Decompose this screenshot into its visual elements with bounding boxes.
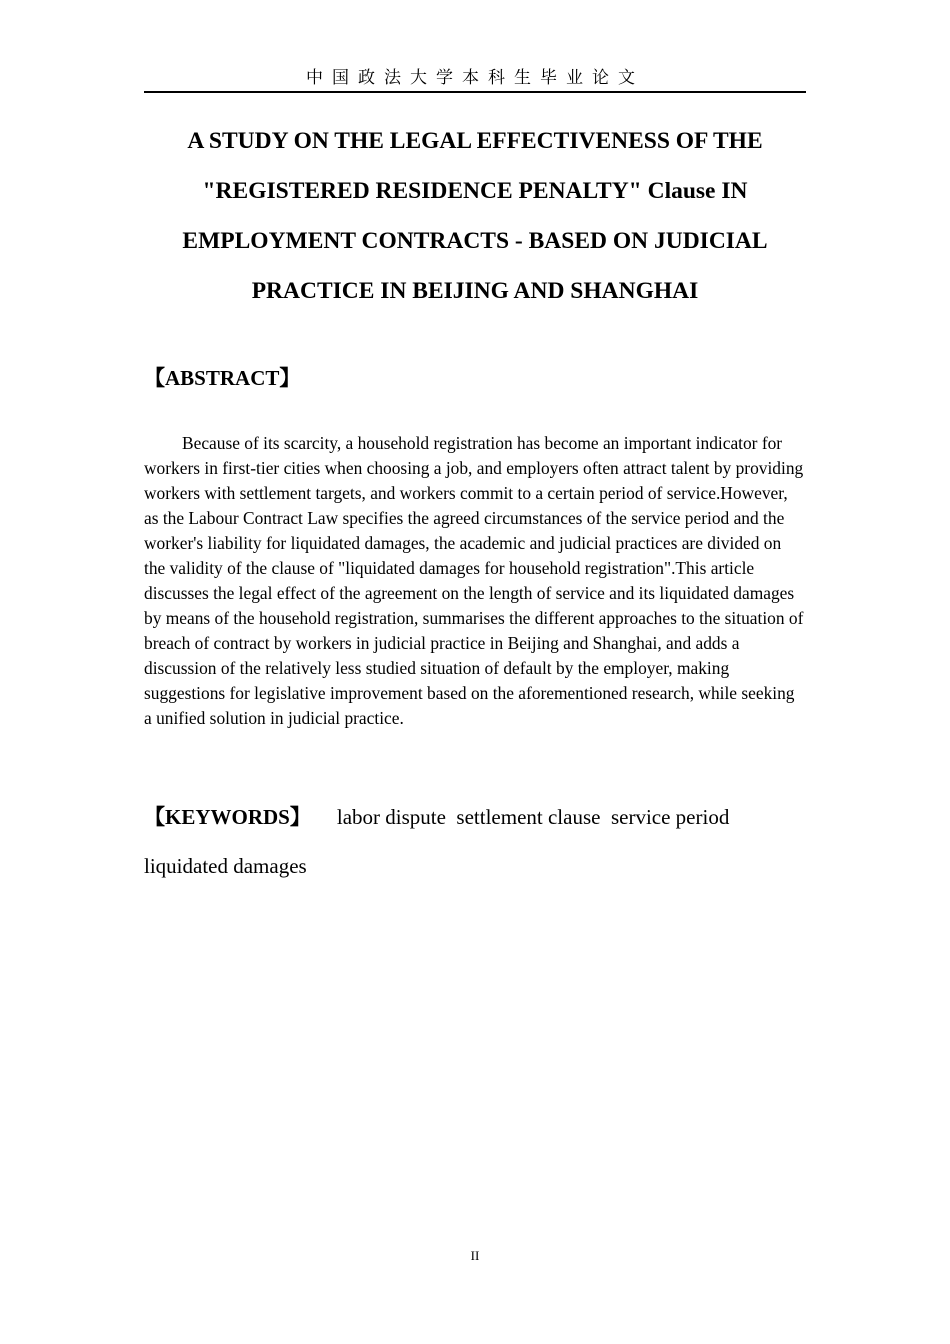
abstract-body: Because of its scarcity, a household registration has become an important indicator for workers in first-tier cities when choosing a job, and employers often attract talent by providing workers with settlement targets, and workers commit to a certain period of service.However, as the Labour Contract Law specifies the agreed circumstances of the service period and the worker's liability for liquidated damages, the academic and judicial practices are divided on the validity of the clause of "liquidated damages for household registration".This article discusses the legal effect of the agreement on the length of service and its liquidated damages by means of the household registration, summarises the different approaches to the situation of breach of contract by workers in judicial practice in Beijing and Shanghai, and adds a discussion of the relatively less studied situation of default by the employer, making suggestions for legislative improvement based on the aforementioned research, while seeking a unified solution in judicial practice.: [144, 433, 804, 728]
keywords-label: 【KEYWORDS】: [144, 805, 311, 829]
header-rule: [144, 91, 806, 93]
page-number: II: [470, 1248, 480, 1263]
abstract-heading: 【ABSTRACT】: [144, 366, 301, 390]
keywords-line: [144, 793, 784, 891]
keyword-item: liquidated damages: [144, 854, 307, 878]
paper-title: A STUDY ON THE LEGAL EFFECTIVENESS OF THE "REGISTERED RESIDENCE PENALTY" Clause IN EMPLOYMENT CONTRACTS - BASED ON JUDICIAL PRACTICE IN BEIJING AND SHANGHAI: [182, 128, 768, 304]
keyword-item: labor dispute: [336, 805, 446, 829]
keyword-item: service period: [610, 805, 730, 829]
running-header: 中国政法大学本科生毕业论文: [306, 68, 644, 88]
keyword-item: settlement clause: [456, 805, 601, 829]
